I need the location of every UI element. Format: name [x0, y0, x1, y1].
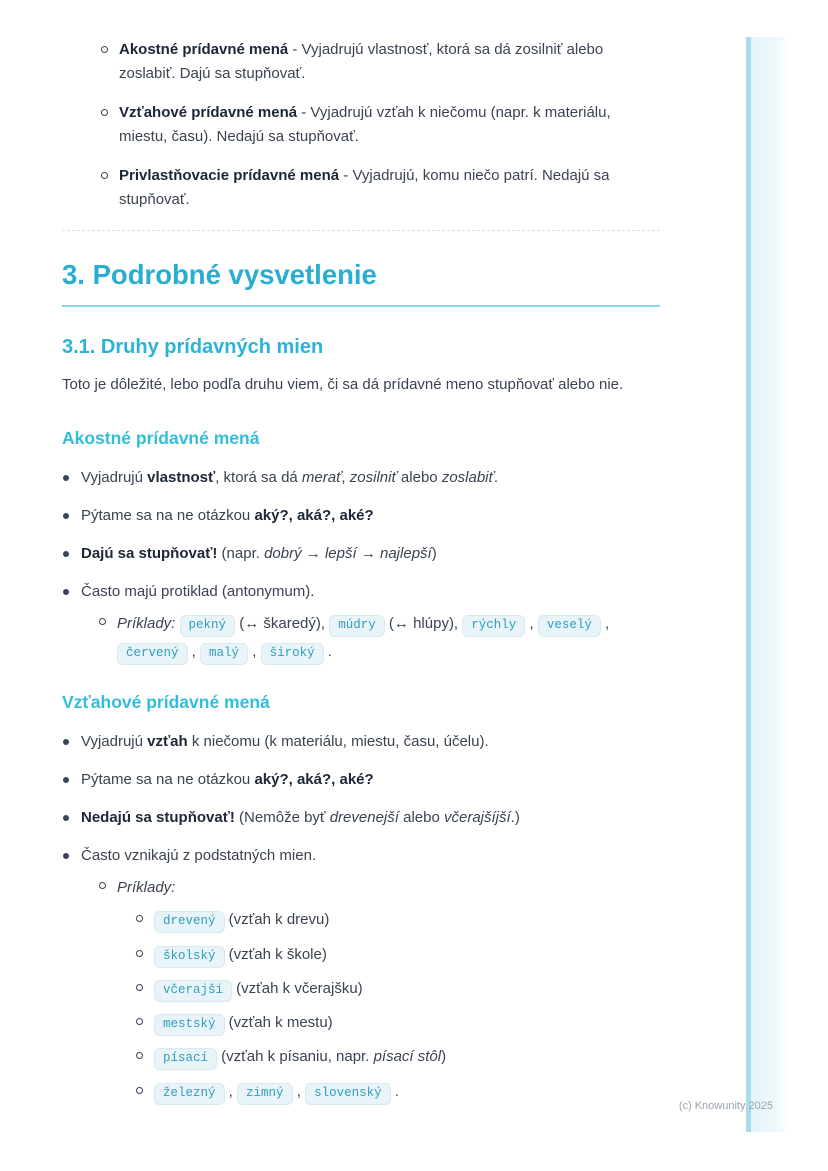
code-badge: drevený — [154, 911, 225, 933]
code-badge: široký — [261, 643, 324, 665]
list-item — [62, 806, 660, 830]
code-badge: slovenský — [305, 1083, 391, 1105]
list-item — [62, 504, 660, 528]
section-divider — [62, 230, 660, 231]
list-item — [135, 1079, 660, 1105]
page-accent-stripe — [746, 37, 791, 1132]
code-badge: múdry — [329, 615, 385, 637]
list-item — [62, 768, 660, 792]
code-badge: zimný — [237, 1083, 293, 1105]
vztahove-heading: Vzťahové prídavné mená — [62, 691, 270, 712]
list-item-text: Nedajú sa stupňovať! (Nemôže byť drevenejší alebo včerajšíjší.) — [81, 808, 520, 826]
list-item — [62, 730, 660, 754]
list-item — [100, 164, 660, 212]
copyright-notice: (c) Knowunity 2025 — [678, 1100, 773, 1112]
akostne-bullet-list — [62, 466, 660, 666]
code-badge: včerajši — [154, 980, 232, 1002]
list-item — [62, 580, 660, 666]
list-item-text: Akostné prídavné mená - Vyjadrujú vlastnosť, ktorá sa dá zosilniť alebo zoslabiť. Dajú sa stupňovať. — [119, 41, 604, 82]
code-badge: červený — [117, 643, 188, 665]
list-item — [135, 1010, 660, 1036]
code-badge: veselý — [538, 615, 601, 637]
list-item-text: školský (vzťah k škole) — [154, 946, 327, 963]
code-badge: písací — [154, 1048, 217, 1070]
code-badge: školský — [154, 946, 225, 968]
list-item-text: Vyjadrujú vlastnosť, ktorá sa dá merať, zosilniť alebo zoslabiť. — [81, 469, 498, 487]
list-item — [100, 101, 660, 149]
list-item — [62, 844, 660, 1105]
list-item — [100, 38, 660, 86]
code-badge: rýchly — [462, 615, 525, 637]
list-item-text: Pýtame sa na ne otázkou aký?, aká?, aké? — [81, 770, 374, 788]
list-item-text: písací (vzťah k písaniu, napr. písací stôl) — [154, 1048, 446, 1065]
subsection-intro-paragraph: Toto je dôležité, lebo podľa druhu viem, či sa dá prídavné meno stupňovať alebo nie. — [62, 376, 624, 394]
code-badge: mestský — [154, 1014, 225, 1036]
list-item-text: drevený (vzťah k drevu) — [154, 911, 329, 928]
section-heading: 3. Podrobné vysvetlenie — [62, 258, 660, 307]
list-item-text: Privlastňovacie prídavné mená - Vyjadrujú, komu niečo patrí. Nedajú sa stupňovať. — [119, 167, 610, 208]
list-item-text: Príklady: pekný (↔ škaredý), múdry (↔ hlúpy), rýchly , veselý , červený , malý , široký . — [117, 615, 609, 660]
document-content — [62, 38, 660, 1113]
list-item — [135, 976, 660, 1002]
list-item-text: Vzťahové prídavné mená - Vyjadrujú vzťah k niečomu (napr. k materiálu, miestu, času). Nedajú sa stupňovať. — [119, 104, 611, 145]
list-item — [62, 466, 660, 490]
list-item — [98, 874, 660, 1105]
list-item-text: mestský (vzťah k mestu) — [154, 1014, 333, 1031]
list-item — [135, 1044, 660, 1070]
list-item — [62, 542, 660, 566]
adjective-types-summary-list — [100, 38, 660, 212]
nested-list — [98, 874, 660, 1105]
code-badge: pekný — [180, 615, 236, 637]
list-item-text: Často majú protiklad (antonymum). — [81, 583, 315, 601]
akostne-heading: Akostné prídavné mená — [62, 428, 260, 449]
list-item-text: Vyjadrujú vzťah k niečomu (k materiálu, miestu, času, účelu). — [81, 732, 489, 750]
nested-list — [98, 610, 660, 666]
list-item — [98, 610, 660, 666]
list-item-text: Pýtame sa na ne otázkou aký?, aká?, aké? — [81, 507, 374, 525]
list-item-text: Príklady: — [117, 878, 176, 896]
intro-list-wrapper — [62, 38, 660, 212]
code-badge: železný — [154, 1083, 225, 1105]
nested-list — [135, 907, 660, 1105]
vztahove-bullet-list — [62, 730, 660, 1105]
code-badge: malý — [200, 643, 248, 665]
list-item-text: Často vznikajú z podstatných mien. — [81, 846, 317, 864]
list-item — [135, 942, 660, 968]
subsection-heading: 3.1. Druhy prídavných mien — [62, 336, 324, 359]
list-item-text: železný , zimný , slovenský . — [154, 1083, 399, 1100]
list-item-text: Dajú sa stupňovať! (napr. dobrý → lepší → najlepší) — [81, 545, 437, 563]
list-item — [135, 907, 660, 933]
list-item-text: včerajši (vzťah k včerajšku) — [154, 980, 363, 997]
